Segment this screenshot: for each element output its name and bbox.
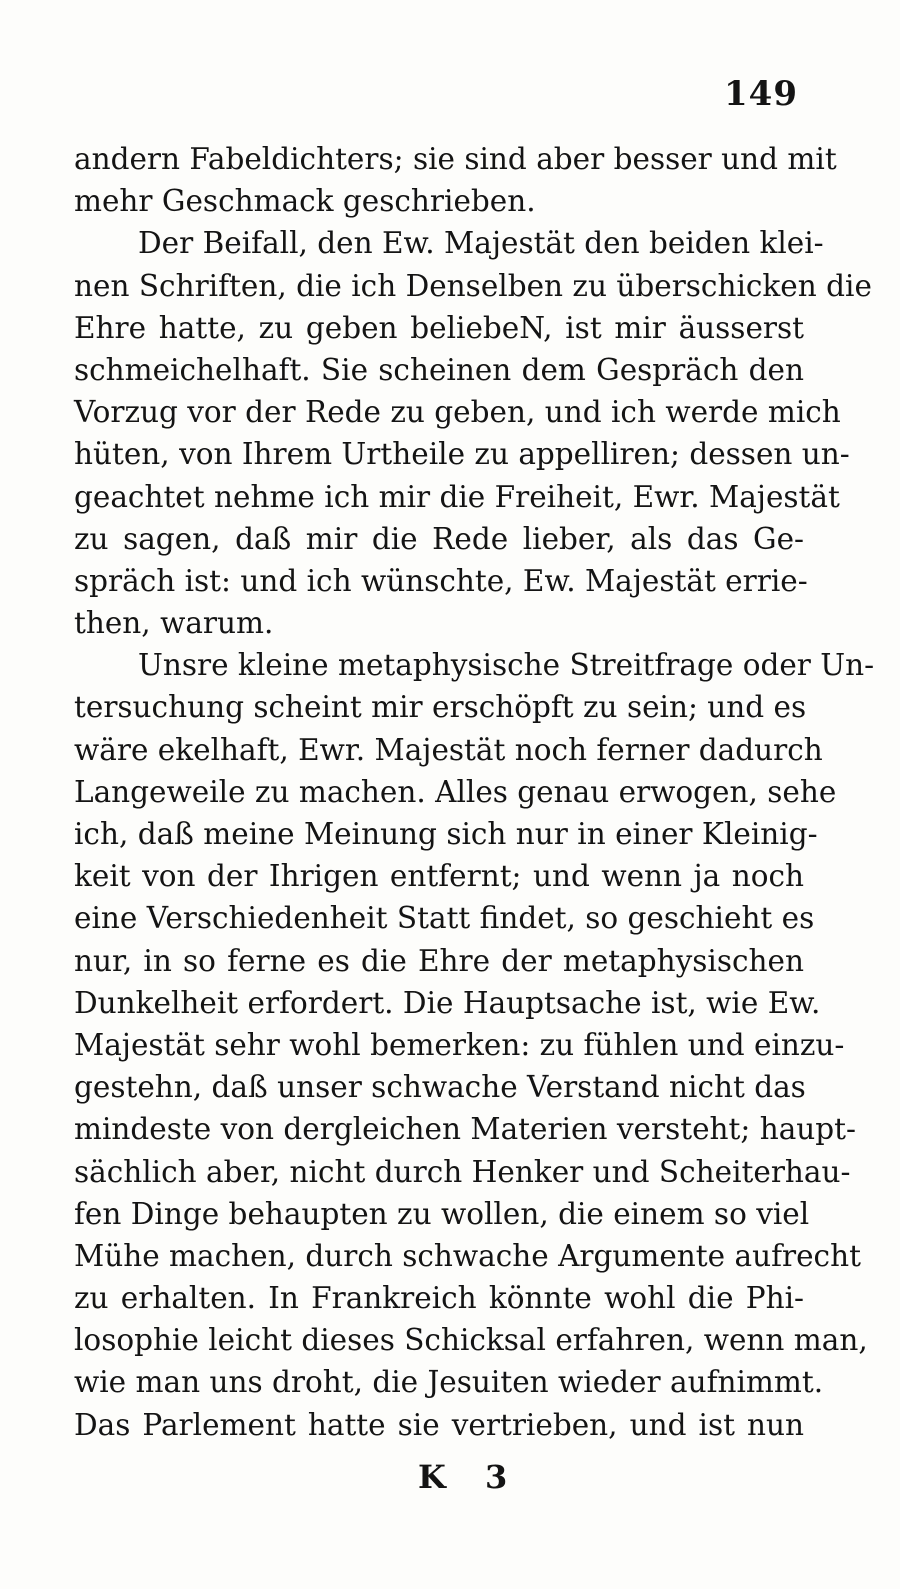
body-text <box>74 138 875 1446</box>
text-line: wie man uns droht, die Jesuiten wieder aufnimmt. <box>74 1365 824 1400</box>
text-line: gestehn, daß unser schwache Verstand nicht das <box>74 1070 806 1105</box>
text-line: fen Dinge behaupten zu wollen, die einem so viel <box>74 1196 810 1231</box>
text-line: ich, daß meine Meinung sich nur in einer Kleinig- <box>74 817 818 851</box>
signature-mark: K 3 <box>418 1458 522 1496</box>
text-line: Der Beifall, den Ew. Majestät den beiden klei- <box>138 226 824 261</box>
text-line: andern Fabeldichters; sie sind aber besser und mit <box>74 142 837 176</box>
text-line: nur, in so ferne es die Ehre der metaphysischen <box>74 943 804 978</box>
text-line: eine Verschiedenheit Statt findet, so geschieht es <box>74 901 815 936</box>
text-line: Dunkelheit erfordert. Die Hauptsache ist, wie Ew. <box>74 985 821 1020</box>
text-line: zu erhalten. In Frankreich könnte wohl die Phi- <box>74 1281 804 1316</box>
text-line: Ehre hatte, zu geben beliebeN, ist mir äusserst <box>74 310 804 345</box>
text-line: sächlich aber, nicht durch Henker und Scheiterhau- <box>74 1154 851 1189</box>
text-line: Majestät sehr wohl bemerken: zu fühlen und einzu- <box>74 1027 845 1062</box>
text-line: mindeste von dergleichen Materien versteht; haupt- <box>74 1112 857 1147</box>
text-line: spräch ist: und ich wünschte, Ew. Majestät errie- <box>74 563 808 598</box>
text-line: zu sagen, daß mir die Rede lieber, als das Ge- <box>74 521 804 556</box>
text-line: Vorzug vor der Rede zu geben, und ich werde mich <box>74 395 841 430</box>
text-line: keit von der Ihrigen entfernt; und wenn ja noch <box>74 859 804 894</box>
text-line: Unsre kleine metaphysische Streitfrage oder Un- <box>138 648 875 683</box>
text-line: tersuchung scheint mir erschöpft zu sein; und es <box>74 690 807 725</box>
text-line: hüten, von Ihrem Urtheile zu appelliren; dessen un- <box>74 437 850 472</box>
text-line: Langeweile zu machen. Alles genau erwogen, sehe <box>74 774 837 809</box>
text-line: mehr Geschmack geschrieben. <box>74 184 536 219</box>
page-number: 149 <box>724 74 798 114</box>
text-line: wäre ekelhaft, Ewr. Majestät noch ferner dadurch <box>74 732 823 767</box>
text-line: nen Schriften, die ich Denselben zu überschicken die <box>74 268 872 303</box>
text-line: geachtet nehme ich mir die Freiheit, Ewr. Majestät <box>74 479 840 514</box>
text-line: schmeichelhaft. Sie scheinen dem Gespräch den <box>74 352 804 387</box>
text-line: Mühe machen, durch schwache Argumente aufrecht <box>74 1238 861 1273</box>
text-line: losophie leicht dieses Schicksal erfahren, wenn man, <box>74 1323 868 1358</box>
text-line: then, warum. <box>74 606 274 641</box>
text-line: Das Parlement hatte sie vertrieben, und ist nun <box>74 1407 804 1442</box>
